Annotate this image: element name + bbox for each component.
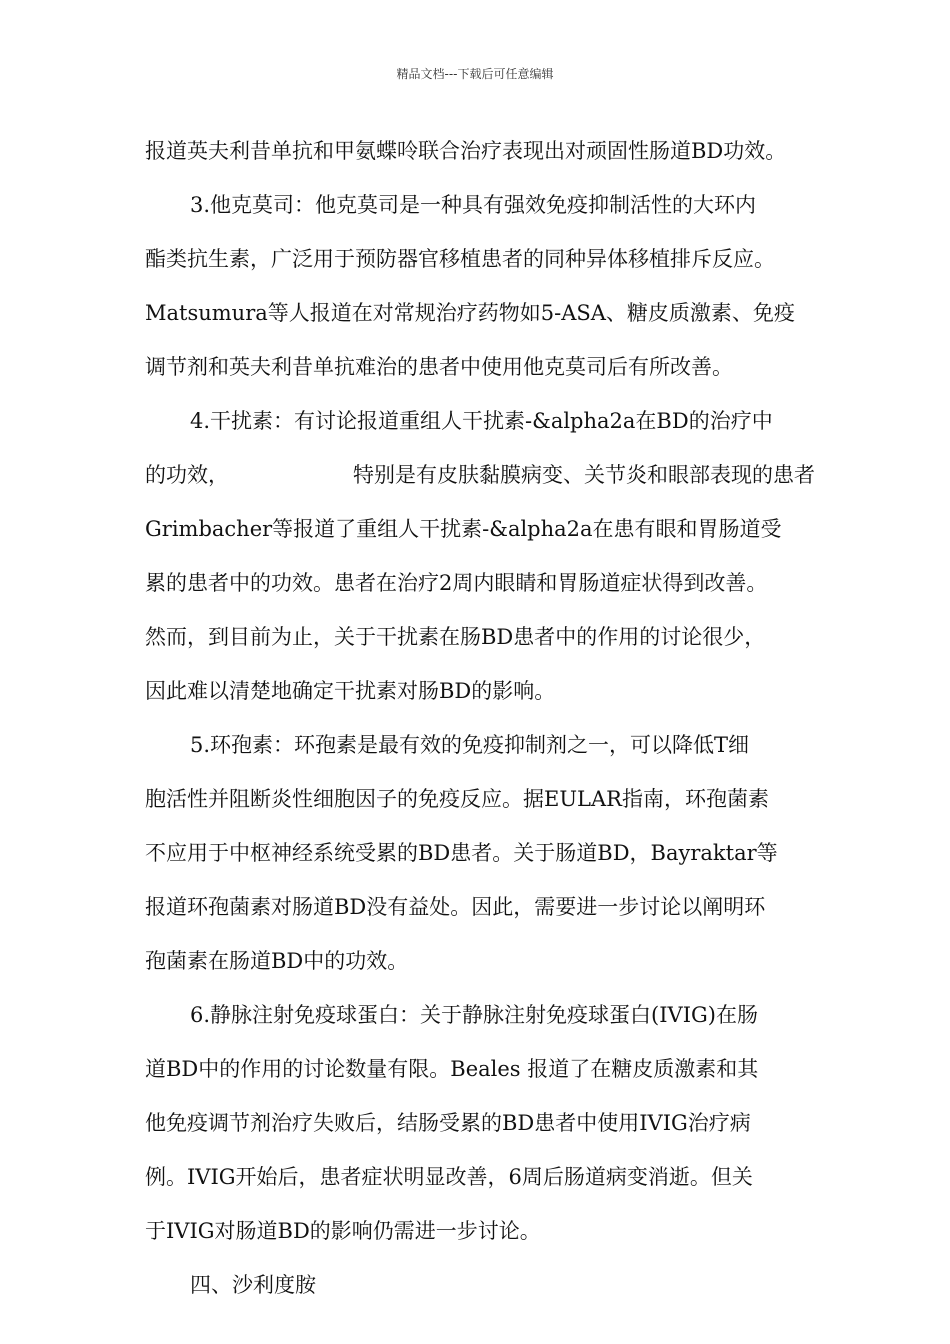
paragraph-line: 于IVIG对肠道BD的影响仍需进一步讨论。 <box>145 1219 541 1243</box>
paragraph-line: 6.静脉注射免疫球蛋白：关于静脉注射免疫球蛋白(IVIG)在肠 <box>190 1003 758 1027</box>
paragraph-line: 因此难以清楚地确定干扰素对肠BD的影响。 <box>145 679 556 703</box>
paragraph-line: 4.干扰素：有讨论报道重组人干扰素-&alpha2a在BD的治疗中 <box>190 409 773 433</box>
text-segment: 特别是有皮肤黏膜病变、关节炎和眼部表现的患者 <box>353 463 815 487</box>
paragraph-line: 不应用于中枢神经系统受累的BD患者。关于肠道BD，Bayraktar等 <box>145 841 778 865</box>
paragraph-line: 累的患者中的功效。患者在治疗2周内眼睛和胃肠道症状得到改善。 <box>145 571 768 595</box>
paragraph-line: 调节剂和英夫利昔单抗难治的患者中使用他克莫司后有所改善。 <box>145 355 733 379</box>
page-header: 精品文档---下载后可任意编辑 <box>396 67 554 81</box>
paragraph-line: 报道英夫利昔单抗和甲氨蝶呤联合治疗表现出对顽固性肠道BD功效。 <box>145 139 787 163</box>
paragraph-line-justified <box>145 454 815 497</box>
paragraph-line: 例。IVIG开始后，患者症状明显改善，6周后肠道病变消逝。但关 <box>145 1165 753 1189</box>
paragraph-line: 5.环孢素：环孢素是最有效的免疫抑制剂之一，可以降低T细 <box>190 733 750 757</box>
paragraph-line: 酯类抗生素，广泛用于预防器官移植患者的同种异体移植排斥反应。 <box>145 247 775 271</box>
paragraph-line: 他免疫调节剂治疗失败后，结肠受累的BD患者中使用IVIG治疗病 <box>145 1111 751 1135</box>
paragraph-line: Grimbacher等报道了重组人干扰素-&alpha2a在患有眼和胃肠道受 <box>145 517 782 541</box>
paragraph-line: 道BD中的作用的讨论数量有限。Beales 报道了在糖皮质激素和其 <box>145 1057 759 1081</box>
paragraph-line: Matsumura等人报道在对常规治疗药物如5-ASA、糖皮质激素、免疫 <box>145 301 795 325</box>
section-heading: 四、沙利度胺 <box>190 1273 316 1297</box>
paragraph-line: 报道环孢菌素对肠道BD没有益处。因此，需要进一步讨论以阐明环 <box>145 895 766 919</box>
paragraph-line: 胞活性并阻断炎性细胞因子的免疫反应。据EULAR指南，环孢菌素 <box>145 787 769 811</box>
paragraph-line: 孢菌素在肠道BD中的功效。 <box>145 949 409 973</box>
paragraph-line: 然而，到目前为止，关于干扰素在肠BD患者中的作用的讨论很少， <box>145 625 766 649</box>
document-body <box>145 130 815 1307</box>
paragraph-line: 3.他克莫司：他克莫司是一种具有强效免疫抑制活性的大环内 <box>190 193 757 217</box>
text-segment: 的功效， <box>145 463 229 487</box>
